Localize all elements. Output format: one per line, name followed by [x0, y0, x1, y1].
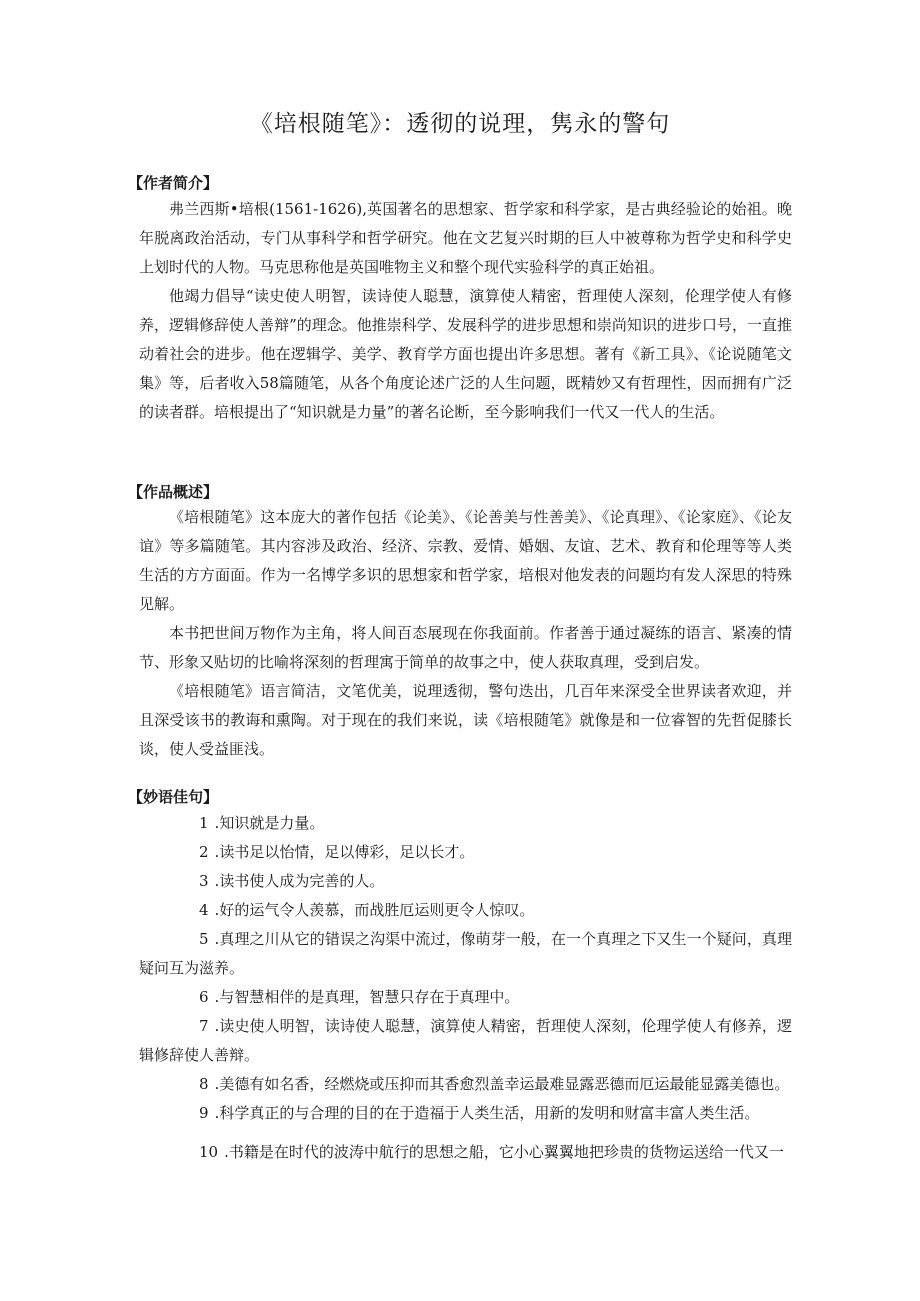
quote-number: 4 [199, 901, 209, 919]
overview-section-body [139, 503, 792, 764]
quote-number: 7 [199, 1017, 209, 1035]
overview-paragraph-2: 本书把世间万物作为主角，将人间百态展现在你我面前。作者善于通过凝练的语言、紧凑的情节、形象又贴切的比喻将深刻的哲理寓于简单的故事之中，使人获取真理，受到启发。 [139, 624, 792, 671]
quotes-list [139, 809, 792, 1167]
quote-number: 9 [199, 1104, 209, 1122]
quote-number: 5 [199, 930, 209, 948]
quote-text: .真理之川从它的错误之沟渠中流过，像萌芽一般，在一个真理之下又生一个疑问，真理疑问互为滋养。 [139, 930, 792, 977]
quote-number: 1 [199, 814, 209, 832]
overview-paragraph-1: 《培根随笔》这本庞大的著作包括《论美》、《论善美与性善美》、《论真理》、《论家庭》、《论友谊》等多篇随笔。其内容涉及政治、经济、宗教、爱情、婚姻、友谊、艺术、教育和伦理等等人类生活的方方面面。作为一名博学多识的思想家和哲学家，培根对他发表的问题均有发人深思的特殊见解。 [139, 508, 792, 613]
quote-item [139, 809, 792, 838]
section-heading-quotes: 【妙语佳句】 [128, 788, 219, 806]
quote-number: 6 [199, 988, 209, 1006]
quote-item [139, 896, 792, 925]
quote-number: 8 [199, 1075, 209, 1093]
quote-text: .读书使人成为完善的人。 [214, 872, 385, 890]
section-heading-overview: 【作品概述】 [128, 483, 219, 501]
quote-item [139, 925, 792, 983]
author-paragraph-2: 他竭力倡导“读史使人明智，读诗使人聪慧，演算使人精密，哲理使人深刻，伦理学使人有修养，逻辑修辞使人善辩”的理念。他推崇科学、发展科学的进步思想和崇尚知识的进步口号，一直推动着社会的进步。他在逻辑学、美学、教育学方面也提出许多思想。著有《新工具》、《论说随笔文集》等，后者收入58篇随笔，从各个角度论述广泛的人生问题，既精妙又有哲理性，因而拥有广泛的读者群。培根提出了“知识就是力量”的著名论断，至今影响我们一代又一代人的生活。 [139, 287, 792, 421]
quote-text: .读史使人明智，读诗使人聪慧，演算使人精密，哲理使人深刻，伦理学使人有修养，逻辑修辞使人善辩。 [139, 1017, 792, 1064]
quote-item [139, 838, 792, 867]
quote-item [139, 1012, 792, 1070]
quote-text: .书籍是在时代的波涛中航行的思想之船，它小心翼翼地把珍贵的货物运送给一代又一 [224, 1143, 784, 1161]
quote-text: .读书足以怡情，足以傅彩，足以长才。 [214, 843, 475, 861]
quote-number: 10 [199, 1143, 219, 1161]
quote-text: .与智慧相伴的是真理，智慧只存在于真理中。 [214, 988, 520, 1006]
author-paragraph-1: 弗兰西斯•培根(1561-1626),英国著名的思想家、哲学家和科学家，是古典经验论的始祖。晚年脱离政治活动，专门从事科学和哲学研究。他在文艺复兴时期的巨人中被尊称为哲学史和科学史上划时代的人物。马克思称他是英国唯物主义和整个现代实验科学的真正始祖。 [139, 200, 792, 276]
quote-text: .科学真正的与合理的目的在于造福于人类生活，用新的发明和财富丰富人类生活。 [214, 1104, 760, 1122]
quote-number: 2 [199, 843, 209, 861]
page-title: 《培根随笔》：透彻的说理，隽永的警句 [249, 111, 671, 137]
quote-item [139, 1070, 792, 1099]
quote-number: 3 [199, 872, 209, 890]
quote-item [139, 1138, 792, 1167]
quote-item [139, 983, 792, 1012]
quote-text: .美德有如名香，经燃烧或压抑而其香愈烈盖幸运最难显露恶德而厄运最能显露美德也。 [214, 1075, 790, 1093]
quote-item [139, 1099, 792, 1128]
author-section-body [139, 195, 792, 427]
quote-item [139, 867, 792, 896]
overview-paragraph-3: 《培根随笔》语言简洁，文笔优美，说理透彻，警句迭出，几百年来深受全世界读者欢迎，并且深受该书的教诲和熏陶。对于现在的我们来说，读《培根随笔》就像是和一位睿智的先哲促膝长谈，使人受益匪浅。 [139, 682, 792, 758]
quote-text: .好的运气令人羡慕，而战胜厄运则更令人惊叹。 [214, 901, 535, 919]
quote-text: .知识就是力量。 [214, 814, 325, 832]
section-heading-author: 【作者简介】 [128, 174, 219, 192]
